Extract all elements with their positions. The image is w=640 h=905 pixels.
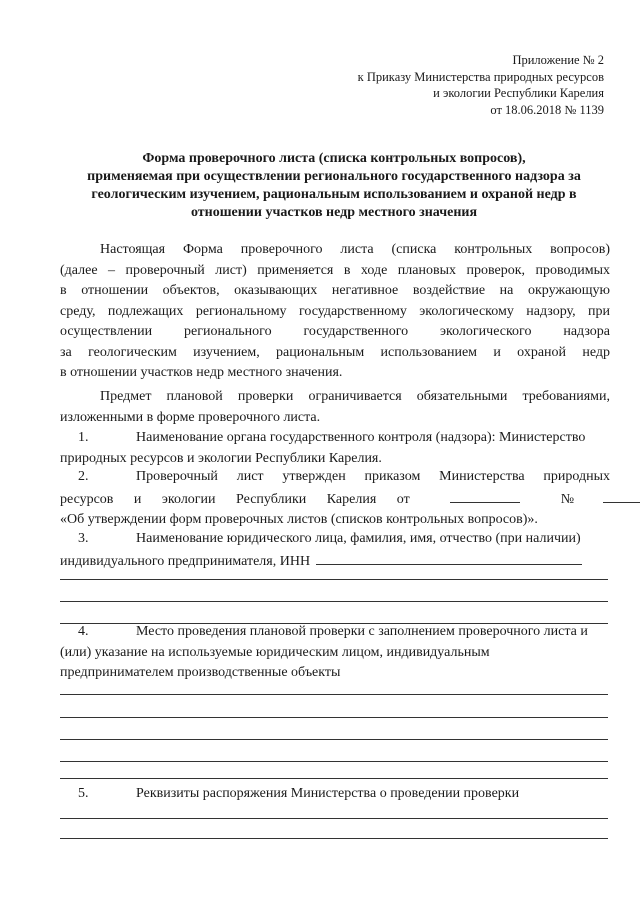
- intro-line: в отношении участков недр местного значения.: [60, 365, 343, 380]
- appendix-ministry-line: и экологии Республики Карелия: [433, 86, 604, 100]
- item-text: Место проведения плановой проверки с заполнением проверочного листа и: [136, 624, 588, 639]
- item-number: 5.: [78, 786, 89, 801]
- item-text: Реквизиты распоряжения Министерства о проведении проверки: [136, 786, 520, 801]
- item-text: Наименование юридического лица, фамилия, имя, отчество (при наличии): [136, 531, 581, 546]
- scope-line: Предмет плановой проверки ограничивается обязательными требованиями,: [100, 389, 610, 404]
- intro-line: Настоящая Форма проверочного листа (списка контрольных вопросов): [100, 242, 610, 257]
- fill-line[interactable]: [60, 778, 608, 779]
- item-5: [60, 784, 610, 805]
- fill-line[interactable]: [60, 694, 608, 695]
- item-number: 2.: [78, 469, 89, 484]
- scope-line: изложенными в форме проверочного листа.: [60, 409, 321, 425]
- fill-line[interactable]: [60, 601, 608, 602]
- inn-field[interactable]: [316, 550, 582, 565]
- intro-line: в отношении объектов, оказывающих негативное воздействие на окружающую: [60, 283, 610, 298]
- appendix-header: [358, 52, 604, 118]
- fill-line[interactable]: [60, 579, 608, 580]
- order-date-field[interactable]: [450, 488, 520, 503]
- item-text: (или) указание на используемые юридическим лицом, индивидуальным: [60, 644, 490, 660]
- item-text: предпринимателем производственные объекты: [60, 665, 341, 680]
- item-number: 1.: [78, 430, 89, 445]
- form-title: [60, 150, 608, 222]
- fill-line[interactable]: [60, 717, 608, 718]
- appendix-number: Приложение № 2: [512, 53, 604, 67]
- fill-line[interactable]: [60, 818, 608, 819]
- item-4: [60, 622, 610, 684]
- item-text: Проверочный лист утвержден приказом Министерства природных: [136, 469, 610, 484]
- title-line: применяемая при осуществлении регионального государственного надзора за: [87, 169, 581, 184]
- intro-paragraph: [60, 240, 610, 384]
- item-3: [60, 529, 610, 572]
- fill-line[interactable]: [60, 739, 608, 740]
- item-text: ресурсов и экологии Республики Карелия от: [60, 491, 410, 507]
- title-line: Форма проверочного листа (списка контрольных вопросов),: [142, 151, 526, 166]
- item-text: Наименование органа государственного контроля (надзора): Министерство: [136, 430, 586, 445]
- title-line: геологическим изучением, рациональным использованием и охраной недр в: [91, 187, 577, 202]
- scope-paragraph: [60, 387, 610, 428]
- item-text: природных ресурсов и экологии Республики Карелия.: [60, 450, 382, 466]
- number-sign: №: [560, 491, 575, 507]
- item-2: [60, 467, 610, 531]
- appendix-order-line: к Приказу Министерства природных ресурсов: [357, 69, 604, 84]
- item-number: 4.: [78, 624, 89, 639]
- appendix-date-line: от 18.06.2018 № 1139: [490, 102, 604, 117]
- item-number: 3.: [78, 531, 89, 546]
- intro-line: среду, подлежащих региональному государственному экологическому надзору, при: [60, 303, 610, 319]
- fill-line[interactable]: [60, 838, 608, 839]
- item-text: «Об утверждении форм проверочных листов (списков контрольных вопросов)».: [60, 512, 538, 527]
- intro-line: осуществлении регионального государственного экологического надзора: [60, 324, 610, 339]
- intro-line: (далее – проверочный лист) применяется в ходе плановых проверок, проводимых: [60, 262, 610, 278]
- item-1: [60, 428, 610, 469]
- fill-line[interactable]: [60, 761, 608, 762]
- intro-line: за геологическим изучением, рациональным использованием и охраной недр: [60, 344, 610, 360]
- item-text: индивидуального предпринимателя, ИНН: [60, 553, 311, 569]
- title-line: отношении участков недр местного значения: [190, 205, 478, 220]
- order-number-field[interactable]: [603, 488, 640, 503]
